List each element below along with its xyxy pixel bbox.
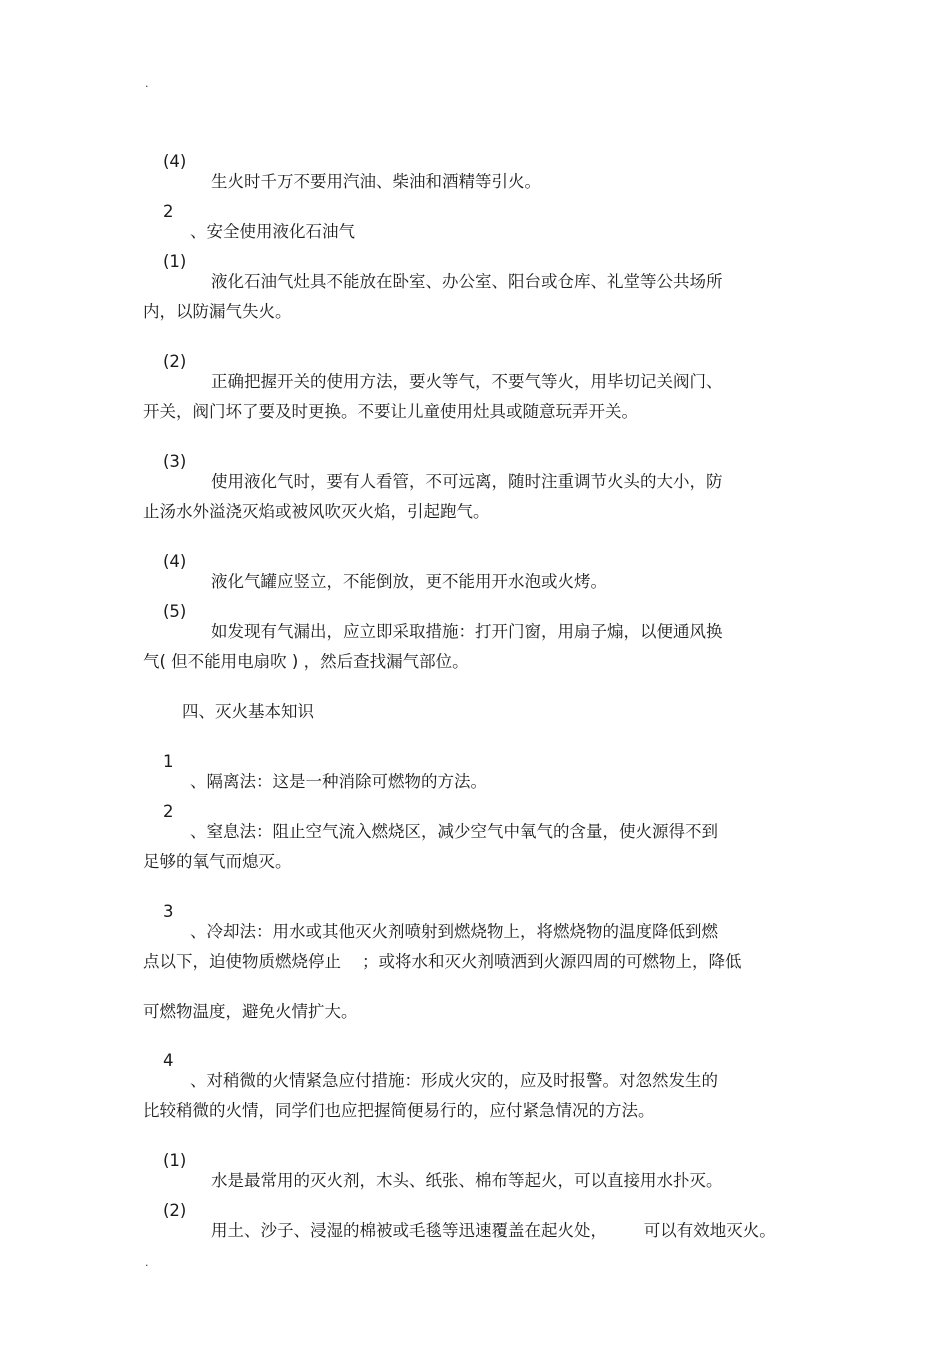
page-mark-top: . <box>145 77 149 90</box>
line-text: 液化气罐应竖立，不能倒放，更不能用开水泡或火烤。 <box>211 572 607 591</box>
item-number: 2 <box>163 802 174 821</box>
line-text: 正确把握开关的使用方法，要火等气，不要气等火，用毕切记关阀门、 <box>211 372 723 391</box>
line-text: 点以下，迫使物质燃烧停止 ；或将水和灭火剂喷洒到火源四周的可燃物上，降低 <box>143 952 742 971</box>
item-number: (2) <box>163 1201 187 1220</box>
line-text: 、对稍微的火情紧急应付措施：形成火灾的，应及时报警。对忽然发生的 <box>190 1071 718 1090</box>
line-text: 可燃物温度，避免火情扩大。 <box>143 1002 358 1021</box>
item-number: (3) <box>163 452 187 471</box>
item-number: (1) <box>163 252 187 271</box>
line-text: 水是最常用的灭火剂，木头、纸张、棉布等起火，可以直接用水扑灭。 <box>211 1171 723 1190</box>
line-text: 液化石油气灶具不能放在卧室、办公室、阳台或仓库、礼堂等公共场所 <box>211 272 723 291</box>
item-number: (2) <box>163 352 187 371</box>
item-number: 4 <box>163 1051 174 1070</box>
line-text: 气( 但不能用电扇吹 ) ，然后查找漏气部位。 <box>143 652 469 671</box>
page-mark-bottom: . <box>145 1256 149 1269</box>
line-text: 、安全使用液化石油气 <box>190 222 355 241</box>
paragraph-line <box>0 1181 776 1261</box>
line-text: 如发现有气漏出，应立即采取措施：打开门窗，用扇子煽，以便通风换 <box>211 622 723 641</box>
item-number: (1) <box>163 1151 187 1170</box>
item-number: (5) <box>163 602 187 621</box>
line-text: 、窒息法：阻止空气流入燃烧区，减少空气中氧气的含量，使火源得不到 <box>190 822 718 841</box>
item-number: (4) <box>163 552 187 571</box>
item-number: 2 <box>163 202 174 221</box>
item-number: (4) <box>163 152 187 171</box>
item-number: 3 <box>163 902 174 921</box>
line-text: 足够的氧气而熄灭。 <box>143 852 292 871</box>
line-text: 开关，阀门坏了要及时更换。不要让儿童使用灶具或随意玩弄开关。 <box>143 402 638 421</box>
line-text: 四、灭火基本知识 <box>182 702 314 721</box>
line-text: 生火时千万不要用汽油、柴油和酒精等引火。 <box>211 172 541 191</box>
line-text: 用土、沙子、浸湿的棉被或毛毯等迅速覆盖在起火处， 可以有效地灭火。 <box>211 1221 776 1240</box>
line-text: 使用液化气时，要有人看管，不可远离，随时注重调节火头的大小，防 <box>211 472 723 491</box>
line-text: 止汤水外溢浇灭焰或被风吹灭火焰，引起跑气。 <box>143 502 490 521</box>
line-text: 内，以防漏气失火。 <box>143 302 292 321</box>
line-text: 、隔离法：这是一种消除可燃物的方法。 <box>190 772 487 791</box>
line-text: 、冷却法：用水或其他灭火剂喷射到燃烧物上，将燃烧物的温度降低到燃 <box>190 922 718 941</box>
line-text: 比较稍微的火情，同学们也应把握简便易行的，应付紧急情况的方法。 <box>143 1101 655 1120</box>
item-number: 1 <box>163 752 174 771</box>
